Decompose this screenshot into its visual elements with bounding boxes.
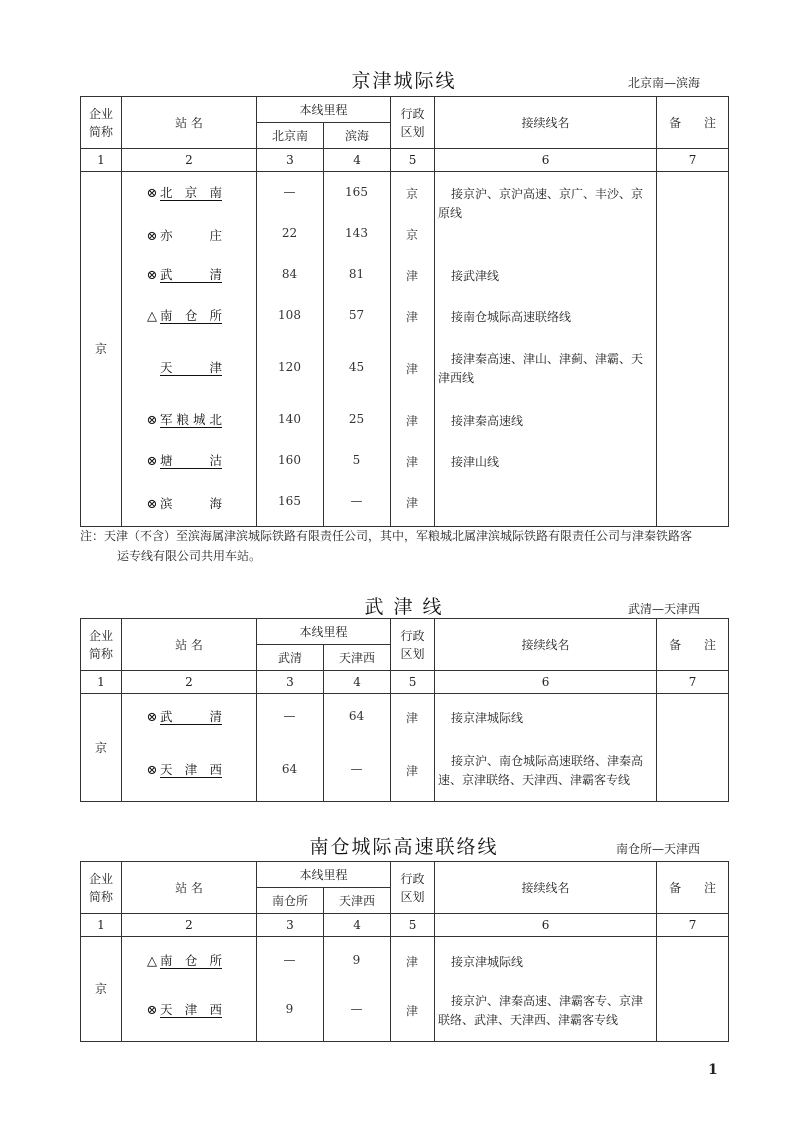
mileage-from: 120 xyxy=(278,360,301,374)
mileage-from: 140 xyxy=(278,412,301,426)
body-column-7 xyxy=(657,694,729,802)
no-marker xyxy=(144,361,160,376)
region: 津 xyxy=(405,414,418,428)
section-title: 南仓城际高速联络线 xyxy=(309,836,499,858)
station-name xyxy=(144,360,222,376)
station-name xyxy=(144,1002,222,1018)
station-name xyxy=(144,494,222,512)
header-from: 武清 xyxy=(257,645,324,671)
connecting-lines: 接京沪、津秦高速、津霸客专、京津联络、武津、天津西、津霸客专线 xyxy=(438,994,644,1027)
connecting-lines: 接京沪、京沪高速、京广、丰沙、京原线 xyxy=(438,187,644,220)
connecting-lines: 接京沪、南仓城际高速联络、津秦高速、京津联络、天津西、津霸客专线 xyxy=(438,754,644,787)
header-admin: 行政 区划 xyxy=(391,862,435,914)
mileage-from: 84 xyxy=(281,267,298,281)
column-index-5: 5 xyxy=(391,914,435,937)
region: 津 xyxy=(405,362,418,376)
header-admin: 行政 区划 xyxy=(391,619,435,671)
circle-x-marker-icon: ⊗ xyxy=(146,763,158,778)
mileage-from: 108 xyxy=(278,308,301,322)
station-label: 天 津 西 xyxy=(160,762,222,777)
header-enterprise: 企业 简称 xyxy=(81,619,122,671)
region: 京 xyxy=(405,187,418,201)
station-label: 亦 庄 xyxy=(160,228,222,243)
enterprise-cell: 京 xyxy=(81,172,122,527)
triangle-marker-icon: △ xyxy=(147,309,157,324)
connecting-lines: 接津山线 xyxy=(451,455,500,469)
station-name xyxy=(144,412,222,428)
mileage-from: — xyxy=(283,709,296,723)
column-index-2: 2 xyxy=(122,671,257,694)
circle-x-marker-icon: ⊗ xyxy=(146,710,158,725)
circle-x-marker-icon: ⊗ xyxy=(146,454,158,469)
station-label: 南 仓 所 xyxy=(160,953,222,968)
mileage-to: 25 xyxy=(348,412,365,426)
header-station: 站 名 xyxy=(122,97,257,149)
header-from: 北京南 xyxy=(257,123,324,149)
index-row xyxy=(81,671,729,694)
column-index-4: 4 xyxy=(324,149,391,172)
region: 津 xyxy=(405,764,418,778)
station-name xyxy=(144,226,222,244)
header-mileage: 本线里程 xyxy=(257,862,391,888)
column-index-1: 1 xyxy=(81,914,122,937)
column-index-4: 4 xyxy=(324,914,391,937)
header-to: 天津西 xyxy=(324,645,391,671)
header-station: 站 名 xyxy=(122,619,257,671)
column-index-1: 1 xyxy=(81,671,122,694)
station-label: 南 仓 所 xyxy=(160,308,222,323)
header-connect: 接续线名 xyxy=(435,862,657,914)
mileage-to: 165 xyxy=(345,185,368,199)
header-remark: 备 注 xyxy=(657,862,729,914)
header-enterprise: 企业 简称 xyxy=(81,97,122,149)
mileage-to: 9 xyxy=(352,953,361,967)
line-section xyxy=(80,832,728,1040)
station-label: 天 津 xyxy=(160,360,222,375)
station-label: 天 津 西 xyxy=(160,1002,222,1017)
connecting-lines: 接武津线 xyxy=(451,269,500,283)
station-name xyxy=(144,953,222,969)
column-index-7: 7 xyxy=(657,671,729,694)
footnote-line-2: 运专线有限公司共用车站。 xyxy=(117,549,262,563)
region: 津 xyxy=(405,455,418,469)
column-index-6: 6 xyxy=(435,671,657,694)
body-column-2 xyxy=(122,172,257,527)
station-label: 军 粮 城 北 xyxy=(160,412,222,427)
mileage-to: 5 xyxy=(352,453,361,467)
page-number: 1 xyxy=(708,1062,718,1078)
body-column-3 xyxy=(257,172,324,527)
station-label: 武 清 xyxy=(160,267,222,282)
region: 津 xyxy=(405,496,418,510)
station-label: 塘 沽 xyxy=(160,453,222,468)
mileage-from: — xyxy=(283,953,296,967)
connecting-lines: 接南仓城际高速联络线 xyxy=(451,310,572,324)
region: 津 xyxy=(405,1004,418,1018)
station-label: 北 京 南 xyxy=(160,185,222,200)
mileage-to: 143 xyxy=(345,226,368,240)
mileage-to: 57 xyxy=(348,308,365,322)
mileage-to: 64 xyxy=(348,709,365,723)
body-column-7 xyxy=(657,172,729,527)
connecting-lines: 接津秦高速线 xyxy=(451,414,524,428)
mileage-from: 165 xyxy=(278,494,301,508)
column-index-7: 7 xyxy=(657,914,729,937)
footnote xyxy=(80,526,740,566)
header-mileage: 本线里程 xyxy=(257,97,391,123)
header-remark: 备 注 xyxy=(657,619,729,671)
column-index-2: 2 xyxy=(122,149,257,172)
header-connect: 接续线名 xyxy=(435,619,657,671)
header-from: 南仓所 xyxy=(257,888,324,914)
column-index-6: 6 xyxy=(435,914,657,937)
station-name xyxy=(144,267,222,283)
mileage-to: — xyxy=(350,1002,363,1016)
region: 津 xyxy=(405,269,418,283)
body-column-7 xyxy=(657,937,729,1042)
header-admin: 行政 区划 xyxy=(391,97,435,149)
column-index-5: 5 xyxy=(391,149,435,172)
region: 津 xyxy=(405,711,418,725)
region: 津 xyxy=(405,310,418,324)
column-index-5: 5 xyxy=(391,671,435,694)
header-enterprise: 企业 简称 xyxy=(81,862,122,914)
body-column-5 xyxy=(391,172,435,527)
column-index-3: 3 xyxy=(257,149,324,172)
station-name xyxy=(144,185,222,201)
enterprise-cell: 京 xyxy=(81,937,122,1042)
mileage-from: 160 xyxy=(278,453,301,467)
circle-x-marker-icon: ⊗ xyxy=(146,268,158,283)
circle-x-marker-icon: ⊗ xyxy=(146,186,158,201)
station-name xyxy=(144,709,222,725)
mileage-from: — xyxy=(283,185,296,199)
enterprise-cell: 京 xyxy=(81,694,122,802)
line-section xyxy=(80,66,728,525)
footnote-line-1: 注：天津（不含）至滨海属津滨城际铁路有限责任公司，其中，军粮城北属津滨城际铁路有限责任公司与津秦铁路客 xyxy=(80,529,693,543)
mileage-to: 81 xyxy=(348,267,365,281)
circle-x-marker-icon: ⊗ xyxy=(146,497,158,512)
index-row xyxy=(81,149,729,172)
line-section xyxy=(80,592,728,800)
station-name xyxy=(144,762,222,778)
section-range: 北京南—滨海 xyxy=(627,76,700,90)
circle-x-marker-icon: ⊗ xyxy=(146,413,158,428)
circle-x-marker-icon: ⊗ xyxy=(146,229,158,244)
column-index-7: 7 xyxy=(657,149,729,172)
body-column-6 xyxy=(435,172,657,527)
section-range: 南仓所—天津西 xyxy=(615,842,700,856)
connecting-lines: 接京津城际线 xyxy=(451,711,524,725)
column-index-3: 3 xyxy=(257,914,324,937)
header-remark: 备 注 xyxy=(657,97,729,149)
header-mileage: 本线里程 xyxy=(257,619,391,645)
column-index-1: 1 xyxy=(81,149,122,172)
mileage-from: 9 xyxy=(285,1002,294,1016)
mileage-to: 45 xyxy=(348,360,365,374)
region: 津 xyxy=(405,955,418,969)
section-title: 京津城际线 xyxy=(351,70,457,92)
header-connect: 接续线名 xyxy=(435,97,657,149)
mileage-to: — xyxy=(350,494,363,508)
triangle-marker-icon: △ xyxy=(147,954,157,969)
section-title: 武 津 线 xyxy=(364,596,444,618)
column-index-2: 2 xyxy=(122,914,257,937)
station-name xyxy=(144,453,222,469)
connecting-lines: 接京津城际线 xyxy=(451,955,524,969)
region: 京 xyxy=(405,228,418,242)
column-index-3: 3 xyxy=(257,671,324,694)
header-to: 滨海 xyxy=(324,123,391,149)
mileage-from: 22 xyxy=(281,226,298,240)
header-station: 站 名 xyxy=(122,862,257,914)
index-row xyxy=(81,914,729,937)
station-name xyxy=(144,308,222,324)
body-column-4 xyxy=(324,172,391,527)
header-to: 天津西 xyxy=(324,888,391,914)
column-index-4: 4 xyxy=(324,671,391,694)
connecting-lines: 接津秦高速、津山、津蓟、津霸、天津西线 xyxy=(438,352,644,385)
circle-x-marker-icon: ⊗ xyxy=(146,1003,158,1018)
mileage-to: — xyxy=(350,762,363,776)
mileage-from: 64 xyxy=(281,762,298,776)
column-index-6: 6 xyxy=(435,149,657,172)
section-range: 武清—天津西 xyxy=(627,602,700,616)
station-label: 武 清 xyxy=(160,709,222,724)
station-label: 滨 海 xyxy=(160,496,222,511)
